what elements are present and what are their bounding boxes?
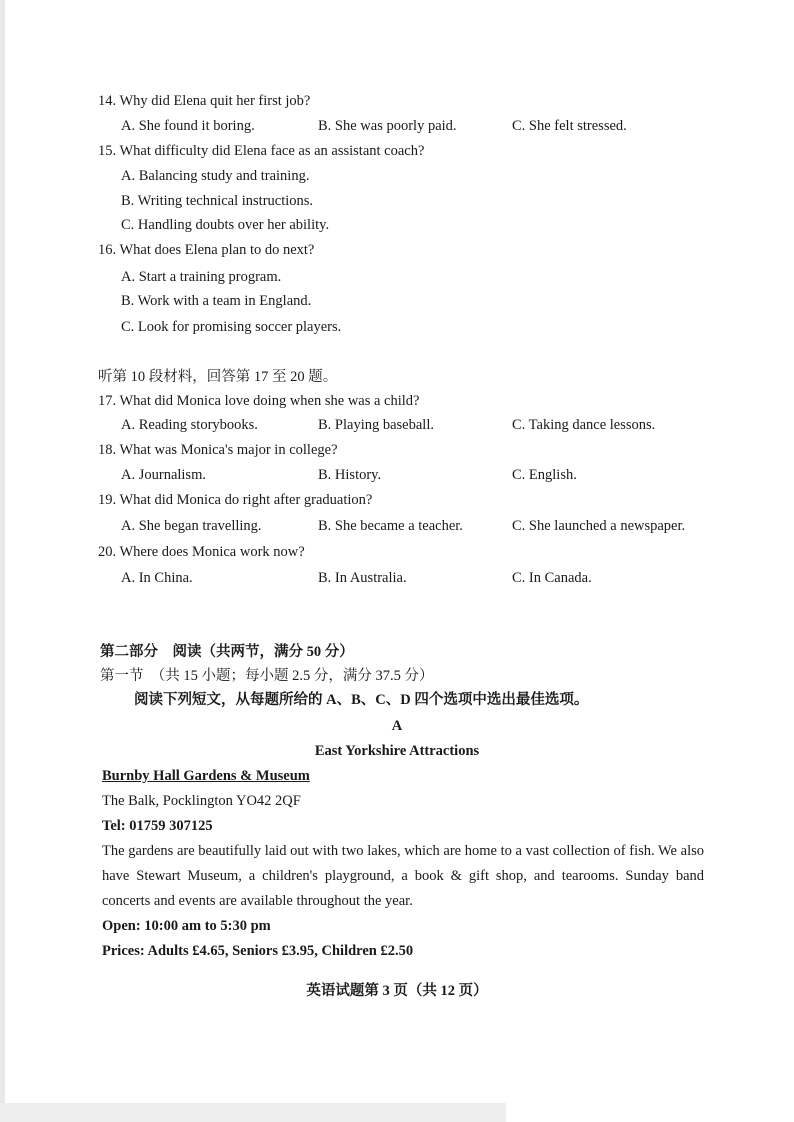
page-footer: 英语试题第 3 页（共 12 页） — [306, 983, 488, 999]
question-17-option-b: B. Playing baseball. — [318, 417, 434, 433]
question-17-option-c: C. Taking dance lessons. — [512, 417, 656, 433]
question-16-stem: 16. What does Elena plan to do next? — [98, 242, 315, 258]
attraction-tel: Tel: 01759 307125 — [102, 818, 213, 834]
question-14-option-a: A. She found it boring. — [121, 118, 255, 134]
question-18-stem: 18. What was Monica's major in college? — [98, 442, 338, 458]
question-15-stem: 15. What difficulty did Elena face as an assistant coach? — [98, 143, 425, 159]
reading-part-title: 第二部分 阅读（共两节，满分 50 分） — [100, 644, 354, 660]
question-15-option-a: A. Balancing study and training. — [121, 168, 310, 184]
attraction-name: Burnby Hall Gardens & Museum — [102, 768, 310, 784]
question-16-option-b: B. Work with a team in England. — [121, 293, 312, 309]
passage-letter: A — [391, 718, 403, 734]
question-18-option-b: B. History. — [318, 467, 382, 483]
question-18-option-c: C. English. — [512, 467, 577, 483]
scan-left-edge — [0, 0, 5, 1122]
attraction-open-hours: Open: 10:00 am to 5:30 pm — [102, 918, 271, 934]
question-14-stem: 14. Why did Elena quit her first job? — [98, 93, 311, 109]
question-17-option-a: A. Reading storybooks. — [121, 417, 258, 433]
question-17-stem: 17. What did Monica love doing when she was a child? — [98, 393, 420, 409]
question-19-option-b: B. She became a teacher. — [318, 518, 463, 534]
question-15-option-c: C. Handling doubts over her ability. — [121, 217, 330, 233]
question-16-option-a: A. Start a training program. — [121, 269, 282, 285]
question-20-option-b: B. In Australia. — [318, 570, 407, 586]
question-18-option-a: A. Journalism. — [121, 467, 206, 483]
question-14-option-c: C. She felt stressed. — [512, 118, 627, 134]
question-19-option-a: A. She began travelling. — [121, 518, 262, 534]
reading-section-title: 第一节 （共 15 小题；每小题 2.5 分，满分 37.5 分） — [100, 668, 434, 684]
question-20-option-c: C. In Canada. — [512, 570, 592, 586]
reading-instruction: 阅读下列短文，从每题所给的 A、B、C、D 四个选项中选出最佳选项。 — [134, 692, 589, 708]
attraction-description: The gardens are beautifully laid out with two lakes, which are home to a vast collection of fish. We also have Stewart Museum, a children's playground, a book & gift shop, and tearooms. Sunday band concerts and events are available throughout the year. — [102, 843, 704, 909]
section-10-intro: 听第 10 段材料，回答第 17 至 20 题。 — [98, 369, 338, 385]
attraction-prices: Prices: Adults £4.65, Seniors £3.95, Children £2.50 — [102, 943, 414, 959]
scan-bottom-edge — [0, 1103, 506, 1122]
question-19-stem: 19. What did Monica do right after graduation? — [98, 492, 373, 508]
passage-title: East Yorkshire Attractions — [314, 743, 480, 759]
question-16-option-c: C. Look for promising soccer players. — [121, 319, 342, 335]
question-19-option-c: C. She launched a newspaper. — [512, 518, 686, 534]
question-15-option-b: B. Writing technical instructions. — [121, 193, 314, 209]
question-20-option-a: A. In China. — [121, 570, 193, 586]
attraction-address: The Balk, Pocklington YO42 2QF — [102, 793, 301, 809]
question-14-option-b: B. She was poorly paid. — [318, 118, 457, 134]
question-20-stem: 20. Where does Monica work now? — [98, 544, 305, 560]
